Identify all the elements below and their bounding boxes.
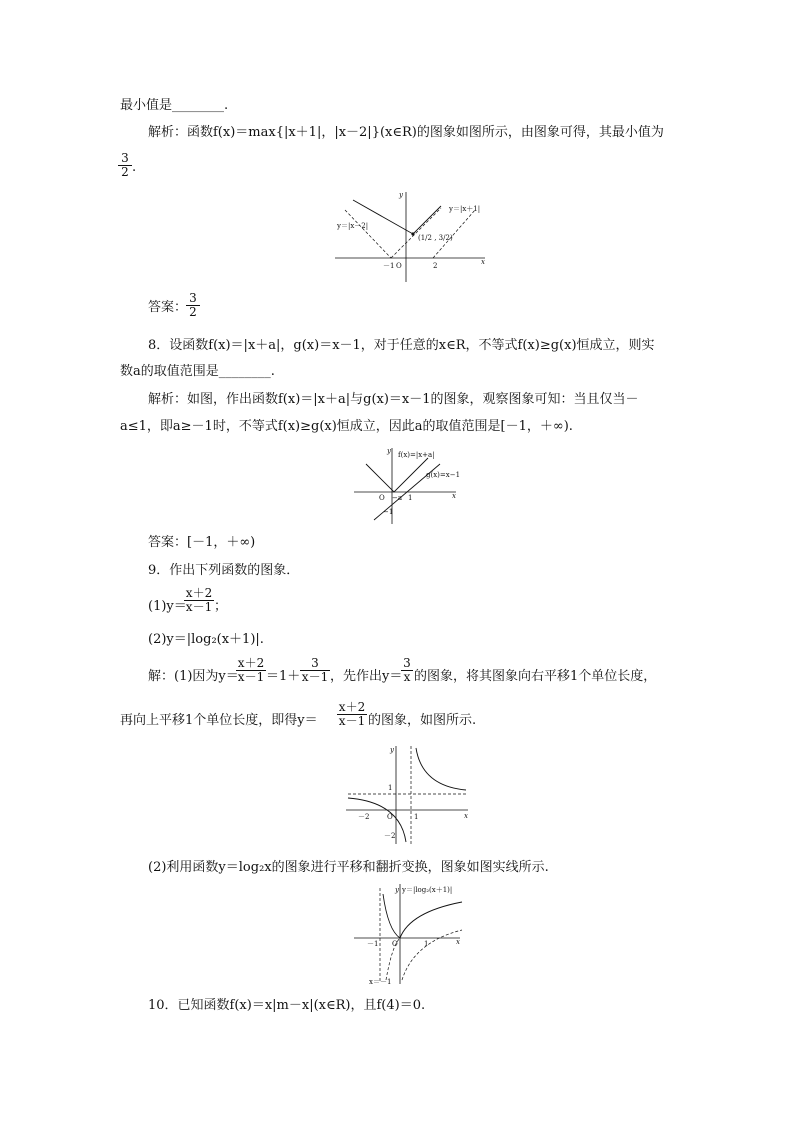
solution-9-1-prefix: 解：(1)因为y＝	[148, 669, 239, 684]
y-axis-label: y	[395, 886, 399, 894]
f-curve	[366, 458, 428, 492]
fraction-numerator: x＋2	[237, 656, 265, 670]
dashed-left-abs-right	[391, 208, 441, 258]
x-axis-label: x	[481, 258, 485, 266]
tick-1-x: 1	[414, 813, 419, 821]
figure-abs-vs-linear	[352, 444, 462, 526]
solution-fraction-2	[300, 657, 330, 684]
x-axis-label: x	[452, 492, 456, 500]
tick-neg1: －1	[367, 940, 379, 948]
fraction-numerator: x＋2	[338, 700, 366, 714]
answer-8: 答案：[－1，＋∞)	[148, 535, 256, 550]
tick-neg2-x: －2	[358, 813, 370, 821]
label-point: (1/2 , 3/2)	[418, 234, 453, 242]
y-axis-label: y	[387, 447, 391, 455]
solution-suffix: 的图象，将其图象向右平移1个单位长度，	[414, 669, 657, 684]
question-9-title: 9．作出下列函数的图象．	[148, 563, 300, 578]
fraction-numerator: 3	[300, 657, 330, 671]
fraction-numerator: 3	[401, 657, 413, 671]
label-left: y＝|x－2|	[337, 222, 369, 230]
figure-max-abs	[333, 188, 491, 284]
solution-8-line2: a≤1，即a≥－1时，不等式f(x)≥g(x)恒成立，因此a的取值范围是[－1，＋∞).	[120, 419, 573, 434]
question-10: 10．已知函数f(x)＝x|m－x|(x∈R)，且f(4)＝0.	[148, 998, 426, 1013]
semicolon: ；	[214, 599, 228, 614]
log2x-dashed	[402, 930, 462, 980]
prev-question-tail: 最小值是________.	[120, 98, 229, 113]
solution-fraction-4	[337, 701, 367, 728]
y-axis-label: y	[399, 191, 403, 199]
origin-label: O	[387, 813, 393, 821]
question-9-item2: (2)y＝|log₂(x＋1)|.	[148, 632, 264, 647]
asymptote-label: x＝－1	[369, 978, 392, 986]
f-label: f(x)=|x+a|	[398, 451, 435, 459]
figure-abs-log	[352, 882, 468, 986]
question-8-line1: 8．设函数f(x)＝|x＋a|，g(x)＝x－1，对于任意的x∈R，不等式f(x)≥g(x)恒成立，则实	[148, 338, 655, 353]
fraction-denominator: x－1	[185, 600, 213, 614]
fraction-denominator: 2	[189, 305, 197, 319]
tick-neg1: －1	[383, 262, 395, 270]
fraction-denominator: x	[403, 670, 411, 684]
g-label: g(x)=x−1	[426, 471, 461, 479]
fraction-denominator: x－1	[338, 714, 366, 728]
origin-label: O	[392, 940, 398, 948]
solution-7-fraction	[118, 152, 132, 179]
question-9-item1-fraction	[184, 587, 214, 614]
x-axis-label: x	[456, 938, 460, 946]
y-axis-label: y	[390, 746, 394, 754]
label-right: y＝|x＋1|	[449, 205, 481, 213]
solution-mid1: ＝1＋	[266, 669, 301, 684]
hyperbola-left-branch	[348, 798, 406, 842]
hyperbola-right-branch	[416, 748, 466, 790]
fraction-numerator: 3	[186, 292, 200, 306]
tick-1-y: 1	[388, 784, 393, 792]
fraction-denominator: 2	[121, 165, 129, 179]
fraction-numerator: x＋2	[185, 586, 213, 600]
abs-log-curve	[383, 894, 462, 938]
tick-2: 2	[433, 262, 438, 270]
solution-7-text: 解析：函数f(x)＝max{|x＋1|，|x－2|}(x∈R)的图象如图所示，由图象可得，其最小值为	[148, 125, 664, 140]
tick-1: 1	[408, 494, 413, 502]
solution-fraction-1	[236, 657, 266, 684]
solution-9-1-line2-suffix: 的图象，如图所示.	[368, 713, 477, 728]
origin-label: O	[396, 262, 402, 270]
origin-label: O	[379, 494, 385, 502]
question-8-line2: 数a的取值范围是________.	[120, 364, 275, 379]
neg-a-label: −a	[392, 494, 403, 502]
tick-neg1: −1	[383, 508, 394, 516]
min-point	[411, 232, 414, 235]
solution-fraction-3	[401, 657, 413, 684]
tick-1: 1	[424, 940, 429, 948]
solution-9-2: (2)利用函数y＝log₂x的图象进行平移和翻折变换，图象如图实线所示.	[148, 860, 549, 875]
question-9-item1-prefix: (1)y＝	[148, 599, 187, 614]
figure-hyperbola	[344, 742, 474, 846]
answer-7-label: 答案：	[148, 300, 188, 315]
fraction-denominator: x－1	[301, 670, 329, 684]
tick-neg2-y: －2	[384, 832, 396, 840]
solution-8-line1: 解析：如图，作出函数f(x)＝|x＋a|与g(x)＝x－1的图象，观察图象可知：当且仅当－	[148, 392, 639, 407]
solution-mid2: ，先作出y＝	[330, 669, 403, 684]
fraction-denominator: x－1	[237, 670, 265, 684]
period: .	[132, 160, 137, 175]
fraction-numerator: 3	[118, 152, 132, 166]
curve-label: y＝|log₂(x＋1)|	[402, 886, 453, 894]
x-axis-label: x	[464, 812, 468, 820]
answer-7-fraction	[186, 292, 200, 319]
solution-9-1-line2-prefix: 再向上平移1个单位长度，即得y＝	[120, 713, 318, 728]
